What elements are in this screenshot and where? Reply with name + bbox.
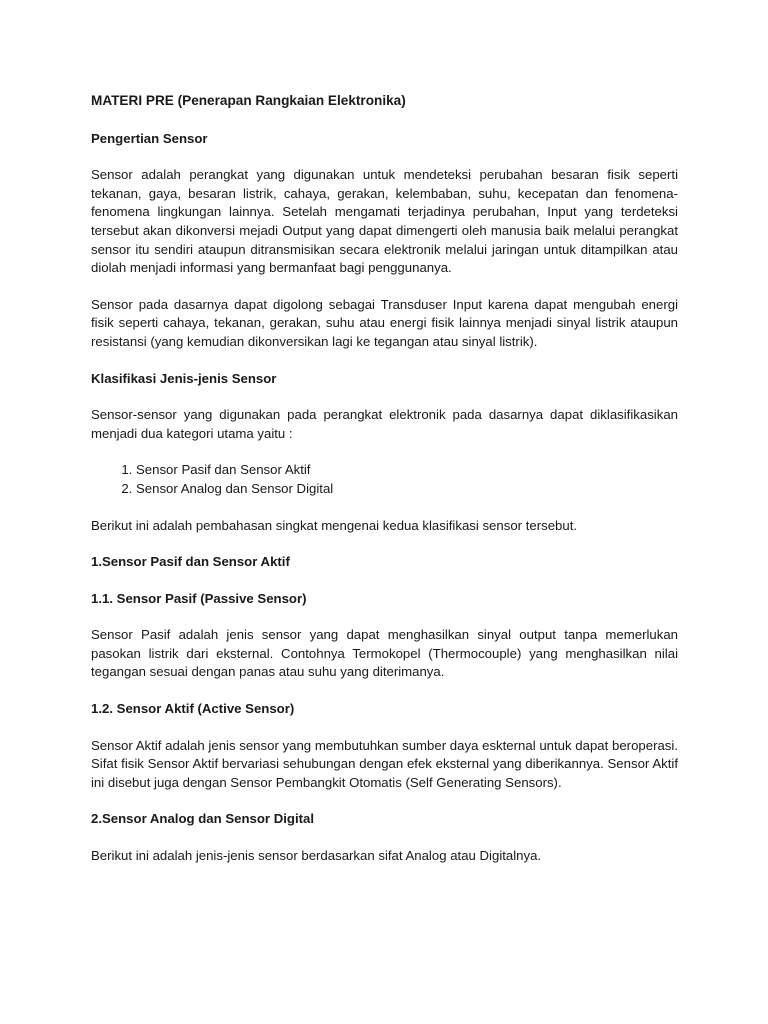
paragraph-classification-intro: Sensor-sensor yang digunakan pada perangkat elektronik pada dasarnya dapat diklasifikasikan menjadi dua kategori utama yaitu : [91, 407, 678, 441]
classification-list [91, 461, 678, 498]
list-item: 1. Sensor Pasif dan Sensor Aktif [136, 461, 678, 480]
paragraph-passive-sensor: Sensor Pasif adalah jenis sensor yang dapat menghasilkan sinyal output tanpa memerlukan pasokan listrik dari eksternal. Contohnya Termokopel (Thermocouple) yang menghasilkan nilai tegangan sesuai dengan panas atau suhu yang diterimanya. [91, 627, 678, 680]
list-item: 2. Sensor Analog dan Sensor Digital [136, 480, 678, 499]
heading-section-1: 1.Sensor Pasif dan Sensor Aktif [91, 554, 290, 570]
paragraph-active-sensor: Sensor Aktif adalah jenis sensor yang membutuhkan sumber daya eskternal untuk dapat beroperasi. Sifat fisik Sensor Aktif bervariasi sehubungan dengan efek eksternal yang diberikannya. Sensor Aktif ini disebut juga dengan Sensor Pembangkit Otomatis (Self Generating Sensors). [91, 737, 678, 790]
paragraph-analog-digital: Berikut ini adalah jenis-jenis sensor berdasarkan sifat Analog atau Digitalnya. [91, 848, 542, 864]
heading-section-1-2: 1.2. Sensor Aktif (Active Sensor) [91, 701, 295, 717]
paragraph-transducer: Sensor pada dasarnya dapat digolong sebagai Transduser Input karena dapat mengubah energi fisik seperti cahaya, tekanan, gerakan, suhu atau energi fisik lainnya menjadi sinyal listrik ataupun resistansi (yang kemudian dikonversikan lagi ke tegangan atau sinyal listrik). [91, 296, 678, 349]
document-title: MATERI PRE (Penerapan Rangkaian Elektronika) [91, 93, 406, 108]
heading-klasifikasi: Klasifikasi Jenis-jenis Sensor [91, 370, 277, 386]
heading-section-1-1: 1.1. Sensor Pasif (Passive Sensor) [91, 590, 307, 606]
heading-pengertian-sensor: Pengertian Sensor [91, 130, 208, 146]
paragraph-definition: Sensor adalah perangkat yang digunakan untuk mendeteksi perubahan besaran fisik seperti tekanan, gaya, besaran listrik, cahaya, gerakan, kelembaban, suhu, kecepatan dan fenomena-fenomena lingkungan lainnya. Setelah mengamati terjadinya perubahan, Input yang terdeteksi tersebut akan dikonversi mejadi Output yang dapat dimengerti oleh manusia baik melalui perangkat sensor itu sendiri ataupun ditransmisikan secara elektronik melalui jaringan untuk ditampilkan atau diolah menjadi informasi yang bermanfaat bagi penggunanya. [91, 167, 678, 276]
document-page [91, 92, 678, 884]
heading-section-2: 2.Sensor Analog dan Sensor Digital [91, 811, 315, 827]
paragraph-summary-intro: Berikut ini adalah pembahasan singkat mengenai kedua klasifikasi sensor tersebut. [91, 517, 578, 533]
